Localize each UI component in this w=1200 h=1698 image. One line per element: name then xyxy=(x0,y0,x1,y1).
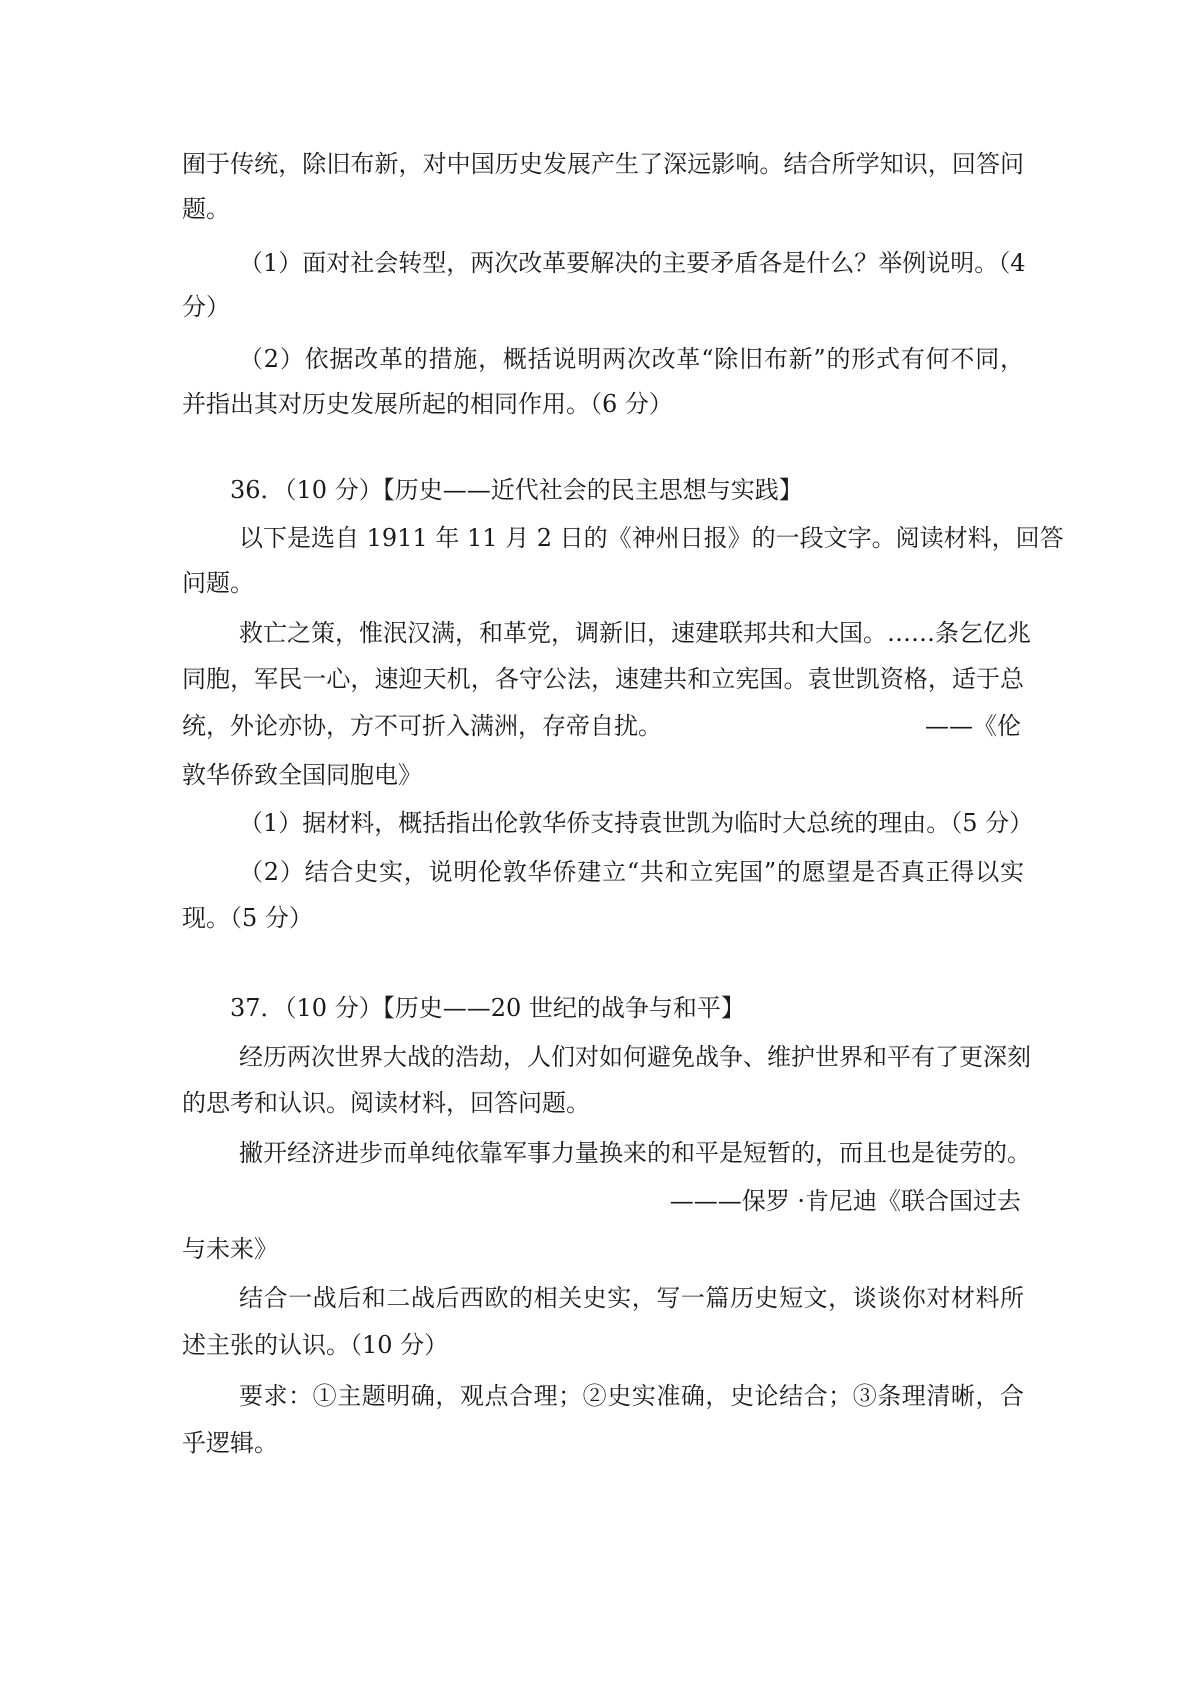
question-37-material: 撇开经济进步而单纯依靠军事力量换来的和平是短暂的，而且也是徒劳的。 xyxy=(239,1139,1031,1167)
question-36-heading: 36．（10 分）【历史——近代社会的民主思想与实践】 xyxy=(230,476,803,504)
question-37-intro: 经历两次世界大战的浩劫，人们对如何避免战争、维护世界和平有了更深刻 xyxy=(239,1043,1031,1071)
sub-question-1: （1）面对社会转型，两次改革要解决的主要矛盾各是什么？举例说明。（4 xyxy=(239,249,1026,277)
question-36-sub-1: （1）据材料，概括指出伦敦华侨支持袁世凯为临时大总统的理由。（5 分） xyxy=(239,809,1034,837)
question-36-material: 同胞，军民一心，速迎天机，各守公法，速建共和立宪国。袁世凯资格，适于总 xyxy=(182,665,1024,693)
question-37-source-cont: 与未来》 xyxy=(182,1235,278,1263)
question-37-source: ———保罗 ·肯尼迪《联合国过去 xyxy=(669,1187,1021,1215)
question-37-requirements-cont: 乎逻辑。 xyxy=(182,1429,278,1457)
question-36-material: 统，外论亦协，方不可折入满洲，存帝自扰。 xyxy=(182,712,662,740)
body-text-line: 囿于传统，除旧布新，对中国历史发展产生了深远影响。结合所学知识，回答问 xyxy=(182,150,1024,178)
question-36-intro-cont: 问题。 xyxy=(182,569,254,597)
sub-question-2-cont: 并指出其对历史发展所起的相同作用。（6 分） xyxy=(182,390,673,418)
question-36-intro: 以下是选自 1911 年 11 月 2 日的《神州日报》的一段文字。阅读材料，回答 xyxy=(239,524,1064,552)
question-37-heading: 37．（10 分）【历史——20 世纪的战争与和平】 xyxy=(230,994,745,1022)
question-36-material: 救亡之策，惟泯汉满，和革党，调新旧，速建联邦共和大国。……条乞亿兆 xyxy=(239,619,1031,647)
question-36-sub-2-cont: 现。（5 分） xyxy=(182,904,313,932)
question-37-task: 结合一战后和二战后西欧的相关史实，写一篇历史短文，谈谈你对材料所 xyxy=(239,1284,1024,1312)
sub-question-1-cont: 分） xyxy=(182,293,230,321)
question-37-task-cont: 述主张的认识。（10 分） xyxy=(182,1331,449,1359)
question-37-intro-cont: 的思考和认识。阅读材料，回答问题。 xyxy=(182,1089,590,1117)
body-text-line: 题。 xyxy=(182,195,230,223)
question-36-source: ——《伦 xyxy=(925,712,1021,740)
sub-question-2: （2）依据改革的措施，概括说明两次改革“除旧布新”的形式有何不同， xyxy=(239,345,1024,373)
question-36-source-cont: 敦华侨致全国同胞电》 xyxy=(182,761,422,789)
question-37-requirements: 要求：①主题明确，观点合理；②史实准确，史论结合；③条理清晰，合 xyxy=(239,1382,1024,1410)
question-36-sub-2: （2）结合史实，说明伦敦华侨建立“共和立宪国”的愿望是否真正得以实 xyxy=(239,858,1024,886)
